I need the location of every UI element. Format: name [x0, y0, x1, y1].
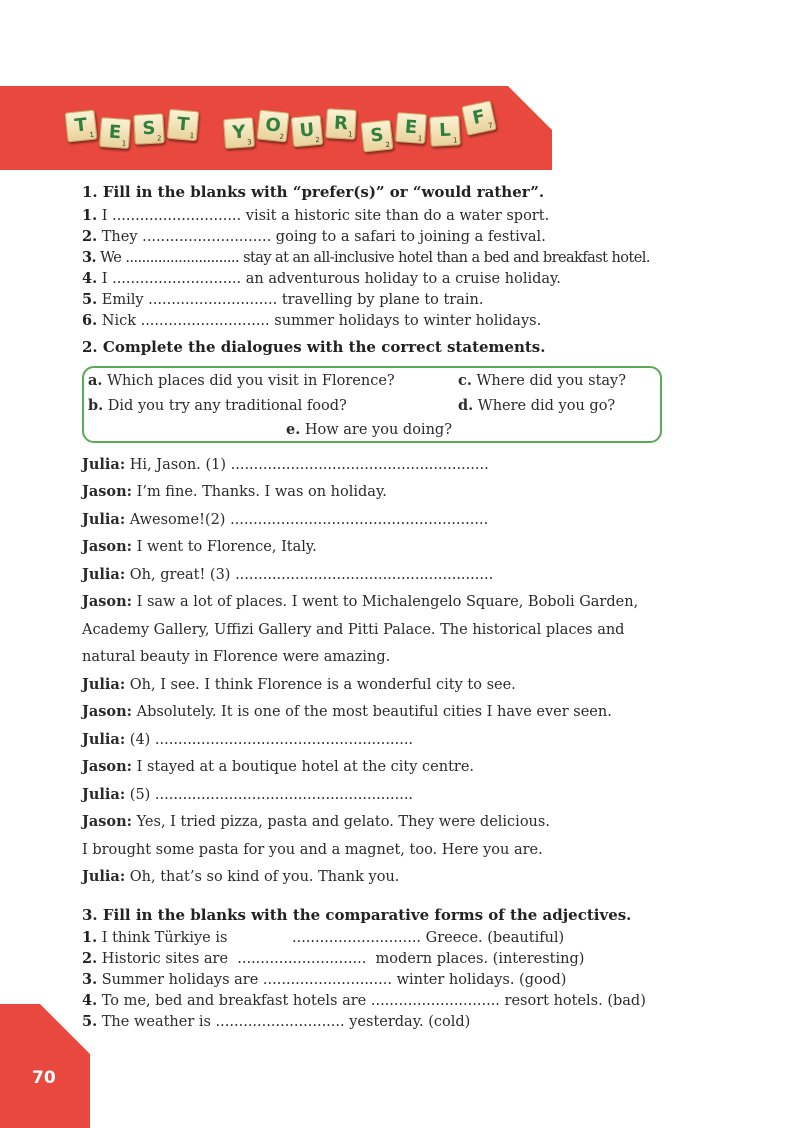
title-tile: O 2 — [257, 110, 290, 143]
section-2 — [82, 338, 545, 356]
list-item: 5. Emily ............................ travelling by plane to train. — [82, 291, 484, 308]
dialogue-line: Academy Gallery, Uffizi Gallery and Pitti Palace. The historical places and — [82, 622, 625, 638]
option-d: d. Where did you go? — [458, 397, 616, 414]
page-number: 70 — [32, 1068, 56, 1088]
title-tile: F 7 — [461, 100, 497, 136]
dialogue-line: Jason: Yes, I tried pizza, pasta and gelato. They were delicious. — [82, 813, 550, 830]
list-item: 2. They ............................ going to a safari to joining a festival. — [82, 228, 546, 245]
option-a: a. Which places did you visit in Florence? — [88, 372, 395, 389]
dialogue-line: Jason: Absolutely. It is one of the most beautiful cities I have ever seen. — [82, 703, 612, 720]
option-b: b. Did you try any traditional food? — [88, 397, 347, 414]
title-tile: S 2 — [361, 120, 394, 153]
list-item: 5. The weather is ............................ yesterday. (cold) — [82, 1013, 471, 1030]
option-e: e. How are you doing? — [286, 421, 452, 438]
list-item: 4. I ............................ an adventurous holiday to a cruise holiday. — [82, 270, 561, 287]
option-c: c. Where did you stay? — [458, 372, 627, 389]
section-2-heading: 2. Complete the dialogues with the correct statements. — [82, 338, 546, 356]
title-tile: R 1 — [325, 108, 357, 140]
dialogue-line: natural beauty in Florence were amazing. — [82, 649, 391, 665]
dialogue-line: Jason: I stayed at a boutique hotel at the city centre. — [82, 758, 475, 775]
title-tile: T 1 — [65, 110, 98, 143]
list-item: 4. To me, bed and breakfast hotels are ............................ resort hotels. (bad) — [82, 992, 646, 1009]
dialogue-line: Julia: Oh, great! (3) ........................................................ — [82, 566, 494, 583]
list-item: 1. I think Türkiye is ............................ Greece. (beautiful) — [82, 929, 565, 946]
dialogue-line: Jason: I saw a lot of places. I went to Michalengelo Square, Boboli Garden, — [82, 593, 639, 610]
dialogue-line: Jason: I went to Florence, Italy. — [82, 538, 317, 555]
dialogue-line: Julia: Awesome!(2) ........................................................ — [82, 511, 489, 528]
title-tile: E 1 — [99, 117, 131, 149]
dialogue-line: I brought some pasta for you and a magnet, too. Here you are. — [82, 842, 543, 858]
section-3-heading: 3. Fill in the blanks with the comparative forms of the adjectives. — [82, 906, 632, 924]
options-box — [82, 366, 662, 443]
list-item: 2. Historic sites are ............................ modern places. (interesting) — [82, 950, 585, 967]
dialogue-line: Julia: Oh, I see. I think Florence is a wonderful city to see. — [82, 676, 516, 693]
list-item: 1. I ............................ visit a historic site than do a water sport. — [82, 207, 550, 224]
dialogue-line: Julia: (5) ........................................................ — [82, 786, 414, 803]
title-tile: E 1 — [395, 112, 427, 144]
title-tile: L 1 — [429, 115, 461, 147]
dialogue-line: Jason: I’m fine. Thanks. I was on holiday. — [82, 483, 387, 500]
dialogue-line: Julia: (4) ........................................................ — [82, 731, 414, 748]
title-tile: U 2 — [291, 115, 324, 148]
section-3 — [82, 906, 646, 1032]
section-1 — [82, 183, 650, 331]
title-tile: S 2 — [133, 113, 165, 145]
title-tiles — [0, 0, 800, 180]
list-item: 3. Summer holidays are ............................ winter holidays. (good) — [82, 971, 567, 988]
list-item: 6. Nick ............................ summer holidays to winter holidays. — [82, 312, 542, 329]
page-corner — [0, 1004, 90, 1128]
title-tile: Y 3 — [223, 117, 255, 149]
list-item: 3. We ............................ stay at an all-inclusive hotel than a bed and breakfast hotel. — [82, 249, 650, 266]
dialogue-line: Julia: Oh, that’s so kind of you. Thank you. — [82, 868, 400, 885]
dialogue-line: Julia: Hi, Jason. (1) ........................................................ — [82, 456, 489, 473]
section-1-heading: 1. Fill in the blanks with “prefer(s)” or “would rather”. — [82, 183, 545, 201]
title-tile: T 1 — [167, 109, 200, 142]
